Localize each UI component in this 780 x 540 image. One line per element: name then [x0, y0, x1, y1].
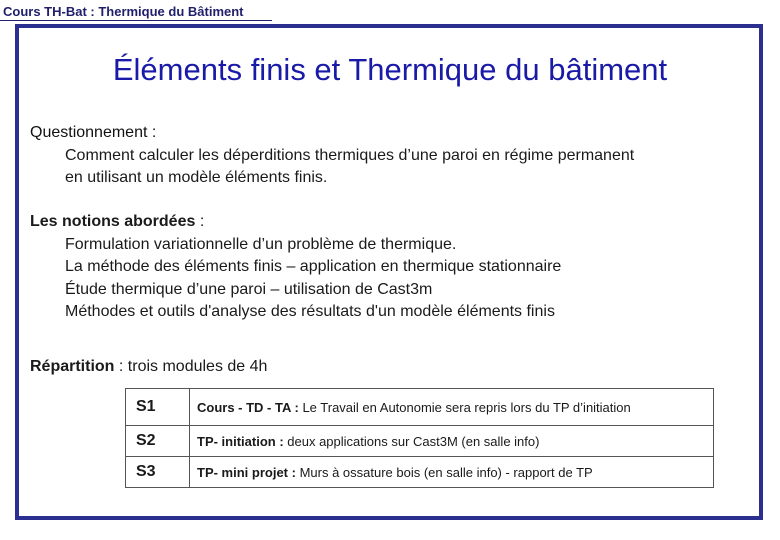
notions-heading	[30, 211, 561, 234]
notion-item: La méthode des éléments finis – application en thermique stationnaire	[65, 258, 562, 275]
slide-title: Éléments finis et Thermique du bâtiment	[112, 52, 668, 87]
module-code: S1	[126, 389, 190, 426]
module-description	[190, 426, 714, 457]
module-detail: Le Travail en Autonomie sera repris lors du TP d’initiation	[298, 399, 631, 415]
notions-colon: :	[195, 213, 205, 230]
questionnement-line: Comment calculer les déperditions thermiques d’une paroi en régime permanent	[65, 146, 635, 164]
repartition-section	[30, 356, 267, 379]
module-description	[190, 457, 714, 488]
table-row	[126, 457, 714, 488]
module-description	[190, 389, 714, 426]
module-code: S3	[126, 457, 190, 488]
module-detail: Murs à ossature bois (en salle info) - rapport de TP	[295, 464, 593, 480]
table-row	[126, 389, 714, 426]
questionnement-label: Questionnement :	[30, 124, 157, 141]
notion-item: Étude thermique d’une paroi – utilisation de Cast3m	[65, 280, 433, 298]
notion-item: Méthodes et outils d'analyse des résultats d'un modèle éléments finis	[65, 303, 555, 320]
table-row	[126, 426, 714, 457]
module-type: TP- initiation :	[197, 433, 284, 449]
notion-item: Formulation variationnelle d’un problème de thermique.	[65, 235, 457, 253]
course-header: Cours TH-Bat : Thermique du Bâtiment	[3, 4, 244, 19]
module-type: TP- mini projet :	[197, 464, 296, 480]
repartition-text: : trois modules de 4h	[114, 358, 268, 375]
notions-label: Les notions abordées	[30, 213, 196, 230]
module-type: Cours - TD - TA :	[197, 399, 299, 415]
questionnement-line: en utilisant un modèle éléments finis.	[65, 169, 328, 186]
header-underline	[0, 20, 272, 21]
module-detail: deux applications sur Cast3M (en salle info)	[283, 433, 540, 449]
notions-section	[30, 211, 561, 324]
module-code: S2	[126, 426, 190, 457]
modules-table	[125, 388, 714, 488]
repartition-label: Répartition	[30, 358, 115, 375]
questionnement-section	[30, 122, 634, 190]
